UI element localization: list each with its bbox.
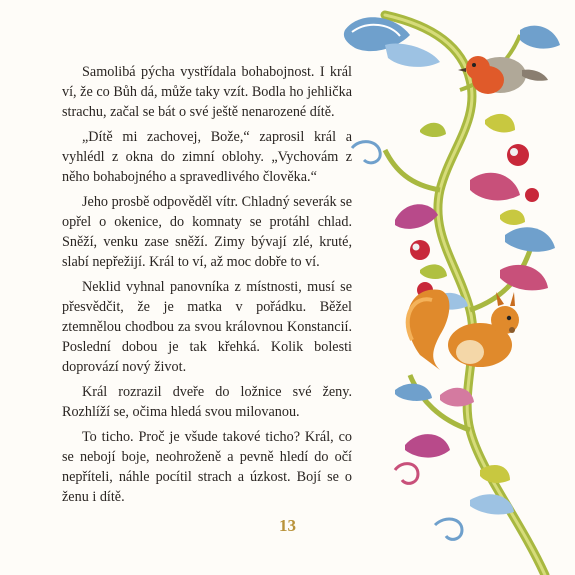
story-text — [62, 62, 352, 512]
paragraph: To ticho. Proč je všude takové ticho? Král, co se nebojí boje, neohroženě a pevně hledí do očí nepříteli, náhle pocítil strach a úzkost. Bojí se o ženu i dítě. — [62, 429, 352, 505]
page-number: 13 — [279, 516, 296, 535]
vine-illustration — [330, 0, 575, 575]
paragraph: Neklid vyhnal panovníka z místnosti, musí se přesvědčit, že je matka v pořádku. Běžel ztemnělou chodbou za svou královnou Konstancií. Poslední dobou je tak křehká. Kolik bolesti doprovází nový život. — [62, 279, 352, 375]
paragraph: „Dítě mi zachovej, Bože,“ zaprosil král a vyhlédl z okna do zimní oblohy. „Vychovám z něho bohabojného a spravedlivého člověka.“ — [62, 129, 352, 185]
curl-ornaments — [352, 142, 462, 540]
paragraph: Samolibá pýcha vystřídala bohabojnost. I král ví, že co Bůh dá, může taky vzít. Bodla ho jehlička strachu, začal se bát o své ještě nenarozené dítě. — [62, 64, 352, 120]
paragraph: Král rozrazil dveře do ložnice své ženy. Rozhlíží se, očima hledá svou milovanou. — [62, 384, 352, 420]
paragraph: Jeho prosbě odpověděl vítr. Chladný severák se opřel o okenice, do komnaty se protáhl chlad. Sněží, venku zase sněží. Zimy bývají zlé, kruté, slabí nepřežijí. Král to ví, až moc dobře to ví. — [62, 194, 352, 270]
